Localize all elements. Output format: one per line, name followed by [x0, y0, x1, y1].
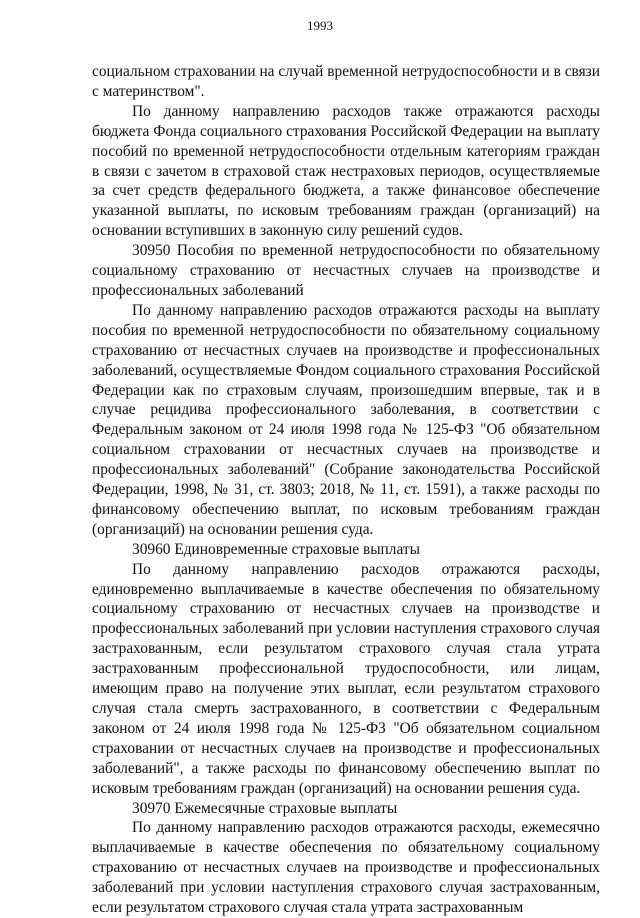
body-paragraph: По данному направлению расходов отражаются расходы, ежемесячно выплачиваемые в качестве обеспечения по обязательному социальному страхованию от несчастных случаев на производстве и профессиональных заболеваний при условии наступления страхового случая застрахованным, если результатом страхового случая стала утрата застрахованным	[92, 819, 600, 917]
document-body	[92, 62, 600, 918]
continuation-paragraph: социальном страховании на случай временной нетрудоспособности и в связи с материнством".	[92, 63, 600, 100]
page-number: 1993	[307, 18, 333, 33]
section-heading-30970: 30970 Ежемесячные страховые выплаты	[132, 799, 398, 817]
section-heading-30960: 30960 Единовременные страховые выплаты	[132, 540, 420, 558]
section-heading-30950: 30950 Пособия по временной нетрудоспособности по обязательному социальному страхованию от несчастных случаев на производстве и профессиональных заболеваний	[92, 242, 600, 299]
body-paragraph: По данному направлению расходов отражаются расходы на выплату пособия по временной нетрудоспособности по обязательному социальному страхованию от несчастных случаев на производстве и профессиональных заболеваний, осуществляемые Фондом социального страхования Российской Федерации как по страховым случаям, произошедшим впервые, так и в случае рецидива профессионального заболевания, в соответствии с Федеральным законом от 24 июля 1998 года № 125-ФЗ "Об обязательном социальном страховании от несчастных случаев на производстве и профессиональных заболеваний" (Собрание законодательства Российской Федерации, 1998, № 31, ст. 3803; 2018, № 11, ст. 1591), а также расходы по финансовому обеспечению выплат, по исковым требованиям граждан (организаций) на основании решения суда.	[92, 301, 600, 538]
body-paragraph: По данному направлению расходов отражаются расходы, единовременно выплачиваемые в качестве обеспечения по обязательному социальному страхованию от несчастных случаев на производстве и профессиональных заболеваний при условии наступления страхового случая застрахованным, если результатом страхового случая стала утрата застрахованным профессиональной трудоспособности, или лицам, имеющим право на получение этих выплат, если результатом страхового случая стала смерть застрахованного, в соответствии с Федеральным законом от 24 июля 1998 года № 125-ФЗ "Об обязательном социальном страховании от несчастных случаев на производстве и профессиональных заболеваний", а также расходы по финансовому обеспечению выплат по исковым требованиям граждан (организаций) на основании решения суда.	[92, 560, 600, 797]
body-paragraph: По данному направлению расходов также отражаются расходы бюджета Фонда социального страхования Российской Федерации на выплату пособий по временной нетрудоспособности отдельным категориям граждан в связи с зачетом в страховой стаж нестраховых периодов, осуществляемые за счет средств федерального бюджета, а также финансовое обеспечение указанной выплаты, по исковым требованиям граждан (организаций) на основании вступивших в законную силу решений судов.	[92, 102, 600, 240]
